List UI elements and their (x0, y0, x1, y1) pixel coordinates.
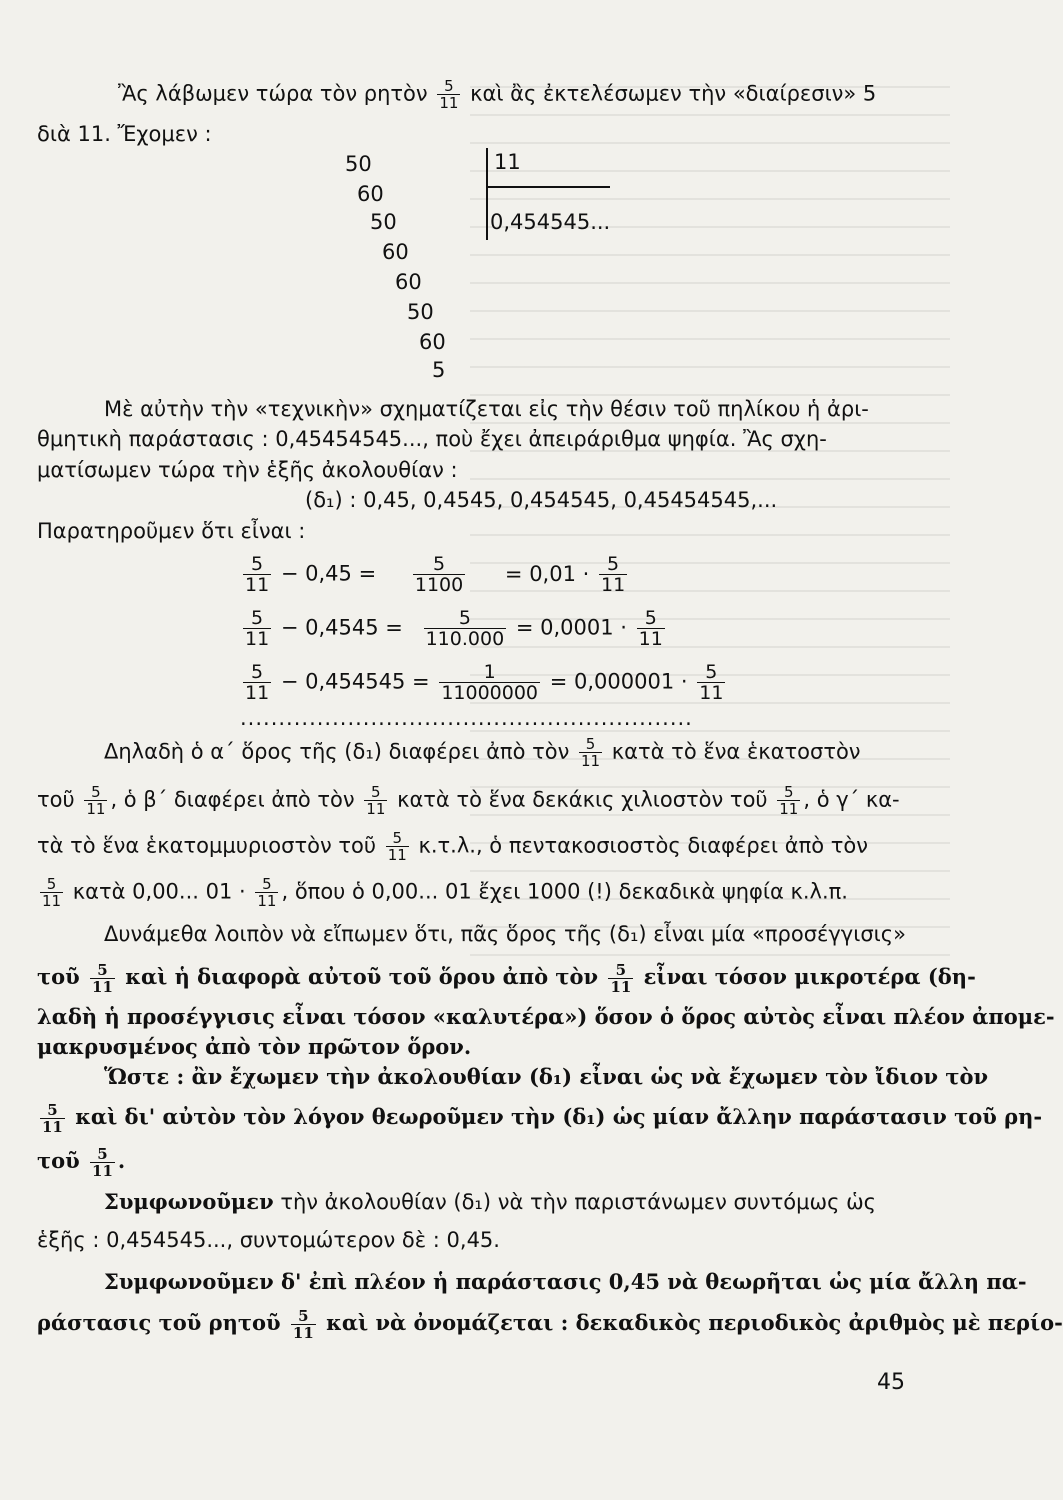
continuation-dots: ........................................................... (240, 706, 693, 730)
page-number: 45 (877, 1370, 905, 1395)
para5-line1: Ὥστε : ἂν ἔχωμεν τὴν ἀκολουθίαν (δ₁) εἶναι ὡς νὰ ἔχωμεν τὸν ἴδιον τὸν (104, 1064, 989, 1089)
division-vertical-bar (486, 148, 488, 240)
para3-line3: τὰ τὸ ἕνα ἑκατομμυριοστὸν τοῦ $\frac{5}{11}$ κ.τ.λ., ὁ πεντακοσιοστὸς διαφέρει ἀπὸ τὸν (37, 829, 869, 864)
para5-line3: τοῦ $\frac{5}{11}$ . (37, 1145, 126, 1180)
para3-line4: $\frac{5}{11}$ κατὰ 0,00... 01 · $\frac{5}{11}$ , ὅπου ὁ 0,00... 01 ἔχει 1000 (!) δεκαδικὰ ψηφία κ.λ.π. (42, 875, 848, 910)
observe-line: Παρατηροῦμεν ὅτι εἶναι : (37, 519, 306, 543)
remainder: 60 (382, 240, 409, 264)
para6-line2: ἑξῆς : 0,454545..., συντομώτερον δὲ : 0,45. (37, 1228, 500, 1252)
remainder: 50 (370, 210, 397, 234)
para3-line1: Δηλαδὴ ὁ α΄ ὅρος τῆς (δ₁) διαφέρει ἀπὸ τὸν $\frac{5}{11}$ κατὰ τὸ ἕνα ἑκατοστὸν (104, 735, 861, 770)
fraction-5-11: $\frac{5}{11}$ (439, 77, 459, 112)
para1-line1: Ἂς λάβωμεν τώρα τὸν ρητὸν $\frac{5}{11}$ καὶ ἂς ἐκτελέσωμεν τὴν «διαίρεσιν» 5 (118, 77, 877, 112)
para4-line1: Δυνάμεθα λοιπὸν νὰ εἴπωμεν ὅτι, πᾶς ὅρος τῆς (δ₁) εἶναι μία «προσέγγισις» (104, 922, 906, 946)
equation-3: $\frac{5}{11}$ − 0,454545 = $\frac{1}{11000000}$ = 0,000001 · $\frac{5}{11}$ (245, 661, 724, 704)
remainder: 50 (345, 152, 372, 176)
remainder: 60 (395, 270, 422, 294)
para2-line3: ματίσωμεν τώρα τὴν ἑξῆς ἀκολουθίαν : (37, 458, 458, 482)
para3-line2: τοῦ $\frac{5}{11}$ , ὁ β΄ διαφέρει ἀπὸ τὸν $\frac{5}{11}$ κατὰ τὸ ἕνα δεκάκις χιλιοστὸν τοῦ $\frac{5}{11}$ , ὁ γ΄ κα- (37, 783, 900, 818)
para7-line2: ράστασις τοῦ ρητοῦ $\frac{5}{11}$ καὶ νὰ ὀνομάζεται : δεκαδικὸς περιοδικὸς ἀριθμὸς μὲ περίο- (37, 1307, 1063, 1342)
para2-line1: Μὲ αὐτὴν τὴν «τεχνικὴν» σχηματίζεται εἰς τὴν θέσιν τοῦ πηλίκου ἡ ἀρι- (104, 397, 869, 421)
divisor: 11 (494, 150, 521, 174)
para4-line3: λαδὴ ἡ προσέγγισις εἶναι τόσον «καλυτέρα») ὅσον ὁ ὅρος αὐτὸς εἶναι πλέον ἀπομε- (37, 1004, 1055, 1029)
para1-line2: διὰ 11. Ἔχομεν : (37, 122, 212, 146)
quotient: 0,454545... (490, 210, 611, 234)
equation-1: $\frac{5}{11}$ − 0,45 = $\frac{5}{1100}$ = 0,01 · $\frac{5}{11}$ (245, 553, 626, 596)
remainder: 60 (419, 330, 446, 354)
para7-line1: Συμφωνοῦμεν δ' ἐπὶ πλέον ἡ παράστασις 0,45 νὰ θεωρῆται ὡς μία ἄλλη πα- (104, 1269, 1027, 1294)
division-horizontal-bar (486, 186, 610, 188)
equation-2: $\frac{5}{11}$ − 0,4545 = $\frac{5}{110.000}$ = 0,0001 · $\frac{5}{11}$ (245, 607, 663, 650)
para2-line2: θμητικὴ παράστασις : 0,45454545..., ποὺ ἔχει ἀπειράριθμα ψηφία. Ἂς σχη- (37, 427, 827, 451)
remainder: 5 (432, 358, 446, 382)
para4-line4: μακρυσμένος ἀπὸ τὸν πρῶτον ὅρον. (37, 1034, 472, 1059)
remainder: 60 (357, 182, 384, 206)
para5-line2: $\frac{5}{11}$ καὶ δι' αὐτὸν τὸν λόγον θεωροῦμεν τὴν (δ₁) ὡς μίαν ἄλλην παράστασιν τοῦ ρη- (42, 1101, 1043, 1136)
para6-line1: Συμφωνοῦμεν τὴν ἀκολουθίαν (δ₁) νὰ τὴν παριστάνωμεν συντόμως ὡς (104, 1189, 877, 1214)
para4-line2: τοῦ $\frac{5}{11}$ καὶ ἡ διαφορὰ αὐτοῦ τοῦ ὅρου ἀπὸ τὸν $\frac{5}{11}$ εἶναι τόσον μικροτέρα (δη- (37, 961, 976, 996)
remainder: 50 (407, 300, 434, 324)
sequence-d1: (δ₁) : 0,45, 0,4545, 0,454545, 0,45454545,... (305, 488, 778, 512)
